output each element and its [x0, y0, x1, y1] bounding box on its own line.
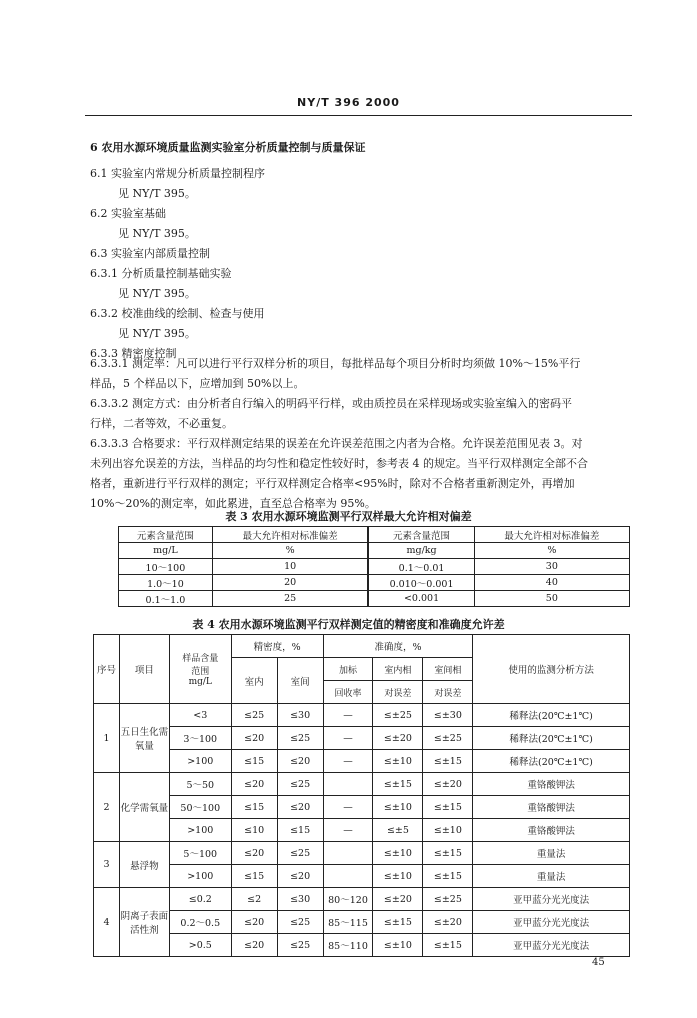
t4-method-cell: 亚甲蓝分光光度法	[473, 911, 630, 934]
t3-cell: 30	[474, 559, 629, 575]
t4-cell: ≤±30	[423, 704, 473, 727]
t4-cell: ≤30	[277, 888, 323, 911]
t4-cell: ≤±10	[373, 842, 423, 865]
t4-cell: —	[323, 796, 373, 819]
t3-cell: 0.010～0.001	[368, 575, 474, 591]
t4-method-cell: 稀释法(20℃±1℃)	[473, 727, 630, 750]
paragraph-p62: 6.2 实验室基础	[90, 207, 166, 220]
t4-row	[94, 796, 630, 819]
t4-cell: ≤±10	[373, 865, 423, 888]
t4-cell: <3	[169, 704, 231, 727]
t3-cell: <0.001	[368, 591, 474, 607]
t4-cell: ≤25	[277, 911, 323, 934]
t4-cell: 80～120	[323, 888, 373, 911]
t4-group-item: 五日生化需氧量	[119, 704, 169, 773]
t4-cell: ≤±15	[373, 911, 423, 934]
t4-cell: 3～100	[169, 727, 231, 750]
t4-head-recovery: 加标	[323, 658, 373, 681]
t4-cell: ≤25	[231, 704, 277, 727]
t4-method-cell: 重量法	[473, 842, 630, 865]
t4-head-method: 使用的监测分析方法	[473, 635, 630, 704]
t4-cell: ≤20	[277, 865, 323, 888]
t4-row	[94, 773, 630, 796]
paragraph-p6331b: 样品，5 个样品以下，应增加到 50%以上。	[90, 377, 305, 390]
paragraph-p63: 6.3 实验室内部质量控制	[90, 247, 210, 260]
t4-cell: ≤±10	[373, 750, 423, 773]
t4-cell: ≤±10	[423, 819, 473, 842]
t4-head-between-lab: 室间	[277, 658, 323, 704]
t3-cell: 10～100	[119, 559, 213, 575]
t4-cell: >0.5	[169, 934, 231, 957]
t4-cell: ≤±25	[423, 888, 473, 911]
t4-row	[94, 819, 630, 842]
t4-method-cell: 重铬酸钾法	[473, 773, 630, 796]
t4-cell: ≤0.2	[169, 888, 231, 911]
t3-col2-unit: %	[212, 543, 368, 559]
paragraph-p61: 6.1 实验室内常规分析质量控制程序	[90, 167, 265, 180]
paragraph-p631b: 见 NY/T 395。	[118, 287, 196, 300]
t4-method-cell: 重量法	[473, 865, 630, 888]
t4-cell: ≤±15	[423, 750, 473, 773]
paragraph-p6333b: 未列出容允误差的方法，当样品的均匀性和稳定性较好时，参考表 4 的规定。当平行双样测定全部不合	[90, 457, 588, 470]
t4-cell: ≤20	[231, 727, 277, 750]
t4-cell: ≤±20	[373, 727, 423, 750]
t3-cell: 50	[474, 591, 629, 607]
t4-row	[94, 750, 630, 773]
t4-head-btw-rel-2: 对误差	[423, 681, 473, 704]
t4-group-item: 化学需氧量	[119, 773, 169, 842]
t4-head-item: 项目	[119, 635, 169, 704]
t4-cell: ≤20	[277, 750, 323, 773]
t4-head-btw-rel: 室间相	[423, 658, 473, 681]
t4-cell: ≤±5	[373, 819, 423, 842]
t4-cell: —	[323, 727, 373, 750]
t4-row	[94, 865, 630, 888]
page-number: 45	[592, 957, 605, 968]
t4-cell	[323, 773, 373, 796]
header-rule	[85, 115, 632, 116]
t4-cell: ≤±25	[423, 727, 473, 750]
t4-cell: 50～100	[169, 796, 231, 819]
t4-cell: ≤±20	[423, 911, 473, 934]
t4-row	[94, 704, 630, 727]
t4-cell: —	[323, 750, 373, 773]
t4-group-item: 阴离子表面活性剂	[119, 888, 169, 957]
t4-cell: ≤30	[277, 704, 323, 727]
t4-head-in-rel: 室内相	[373, 658, 423, 681]
t4-cell: ≤20	[231, 934, 277, 957]
page-header-code: NY/T 396 2000	[297, 96, 400, 109]
t4-cell: ≤±20	[373, 888, 423, 911]
t4-cell	[323, 865, 373, 888]
t4-cell: 5～100	[169, 842, 231, 865]
t3-cell: 20	[212, 575, 368, 591]
t4-method-cell: 亚甲蓝分光光度法	[473, 888, 630, 911]
t4-method-cell: 重铬酸钾法	[473, 819, 630, 842]
paragraph-p632: 6.3.2 校准曲线的绘制、检查与使用	[90, 307, 265, 320]
t4-cell: ≤25	[277, 727, 323, 750]
t4-method-cell: 亚甲蓝分光光度法	[473, 934, 630, 957]
t3-cell: 0.1～1.0	[119, 591, 213, 607]
t3-row	[119, 575, 630, 591]
t3-col2-head: 最大允许相对标准偏差	[212, 527, 368, 543]
paragraph-p61b: 见 NY/T 395。	[118, 187, 196, 200]
t4-cell: >100	[169, 819, 231, 842]
t4-row	[94, 911, 630, 934]
t4-group-number: 3	[94, 842, 120, 888]
t4-cell: ≤±15	[423, 796, 473, 819]
t3-row	[119, 591, 630, 607]
t4-head-in-rel-2: 对误差	[373, 681, 423, 704]
t4-row	[94, 727, 630, 750]
t4-cell: ≤±10	[373, 934, 423, 957]
t4-method-cell: 稀释法(20℃±1℃)	[473, 704, 630, 727]
t4-head-in-lab: 室内	[231, 658, 277, 704]
t3-cell: 0.1～0.01	[368, 559, 474, 575]
t4-cell: >100	[169, 750, 231, 773]
t4-cell: >100	[169, 865, 231, 888]
t4-cell	[323, 842, 373, 865]
t3-col1-unit: mg/L	[119, 543, 213, 559]
paragraph-p6332b: 行样，二者等效，不必重复。	[90, 417, 233, 430]
t4-cell: ≤10	[231, 819, 277, 842]
t4-cell: 5～50	[169, 773, 231, 796]
t4-cell: ≤20	[231, 773, 277, 796]
t3-col4-unit: %	[474, 543, 629, 559]
table3-caption: 表 3 农用水源环境监测平行双样最大允许相对偏差	[225, 510, 472, 523]
t4-cell: ≤15	[231, 796, 277, 819]
t4-method-cell: 重铬酸钾法	[473, 796, 630, 819]
t4-cell: ≤20	[231, 842, 277, 865]
paragraph-p6333a: 6.3.3.3 合格要求：平行双样测定结果的误差在允许误差范围之内者为合格。允许误差范围见表 3。对	[90, 437, 583, 450]
t4-cell: 85～110	[323, 934, 373, 957]
t4-cell: ≤±15	[423, 934, 473, 957]
t4-cell: ≤25	[277, 773, 323, 796]
t4-row	[94, 888, 630, 911]
t4-head-range: 样品含量 范围 mg/L	[169, 635, 231, 704]
t4-cell: ≤±10	[373, 796, 423, 819]
t3-row	[119, 559, 630, 575]
t4-group-item: 悬浮物	[119, 842, 169, 888]
t4-cell: —	[323, 819, 373, 842]
t4-cell: 0.2～0.5	[169, 911, 231, 934]
t4-cell: ≤25	[277, 934, 323, 957]
t4-group-number: 1	[94, 704, 120, 773]
t4-cell: ≤20	[231, 911, 277, 934]
t3-cell: 10	[212, 559, 368, 575]
t3-col3-unit: mg/kg	[368, 543, 474, 559]
t4-row	[94, 842, 630, 865]
t4-method-cell: 稀释法(20℃±1℃)	[473, 750, 630, 773]
t4-cell: ≤2	[231, 888, 277, 911]
t4-cell: ≤15	[277, 819, 323, 842]
t4-head-no: 序号	[94, 635, 120, 704]
t4-cell: ≤±15	[373, 773, 423, 796]
t3-col3-head: 元素含量范围	[368, 527, 474, 543]
t4-cell: ≤15	[231, 865, 277, 888]
t4-cell: ≤±20	[423, 773, 473, 796]
paragraph-p631: 6.3.1 分析质量控制基础实验	[90, 267, 232, 280]
paragraph-p6: 6 农用水源环境质量监测实验室分析质量控制与质量保证	[90, 141, 366, 154]
t4-cell: ≤25	[277, 842, 323, 865]
t3-cell: 25	[212, 591, 368, 607]
t4-cell: ≤20	[277, 796, 323, 819]
t4-head-accuracy: 准确度，%	[323, 635, 473, 658]
t4-cell: ≤15	[231, 750, 277, 773]
paragraph-p62b: 见 NY/T 395。	[118, 227, 196, 240]
t4-cell: —	[323, 704, 373, 727]
paragraph-p6333d: 10%～20%的测定率，如此累进，直至总合格率为 95%。	[90, 497, 376, 510]
table3	[118, 526, 630, 607]
t4-group-number: 4	[94, 888, 120, 957]
t3-col4-head: 最大允许相对标准偏差	[474, 527, 629, 543]
t4-head-recovery-2: 回收率	[323, 681, 373, 704]
t3-cell: 40	[474, 575, 629, 591]
t4-group-number: 2	[94, 773, 120, 842]
t4-cell: ≤±15	[423, 865, 473, 888]
table4-caption: 表 4 农用水源环境监测平行双样测定值的精密度和准确度允许差	[192, 618, 505, 631]
paragraph-p633: 6.3.3 精密度控制	[90, 347, 177, 360]
t4-cell: ≤±15	[423, 842, 473, 865]
t4-cell: 85～115	[323, 911, 373, 934]
t4-cell: ≤±25	[373, 704, 423, 727]
paragraph-p632b: 见 NY/T 395。	[118, 327, 196, 340]
paragraph-p6332a: 6.3.3.2 测定方式：由分析者自行编入的明码平行样，或由质控员在采样现场或实验室编入的密码平	[90, 397, 572, 410]
t3-col1-head: 元素含量范围	[119, 527, 213, 543]
paragraph-p6331a: 6.3.3.1 测定率：凡可以进行平行双样分析的项目，每批样品每个项目分析时均须做 10%～15%平行	[90, 357, 581, 370]
t4-head-precision: 精密度，%	[231, 635, 323, 658]
t3-cell: 1.0～10	[119, 575, 213, 591]
table4	[93, 634, 630, 957]
paragraph-p6333c: 格者，重新进行平行双样的测定；平行双样测定合格率<95%时，除对不合格者重新测定外，再增加	[90, 477, 575, 490]
t4-row	[94, 934, 630, 957]
